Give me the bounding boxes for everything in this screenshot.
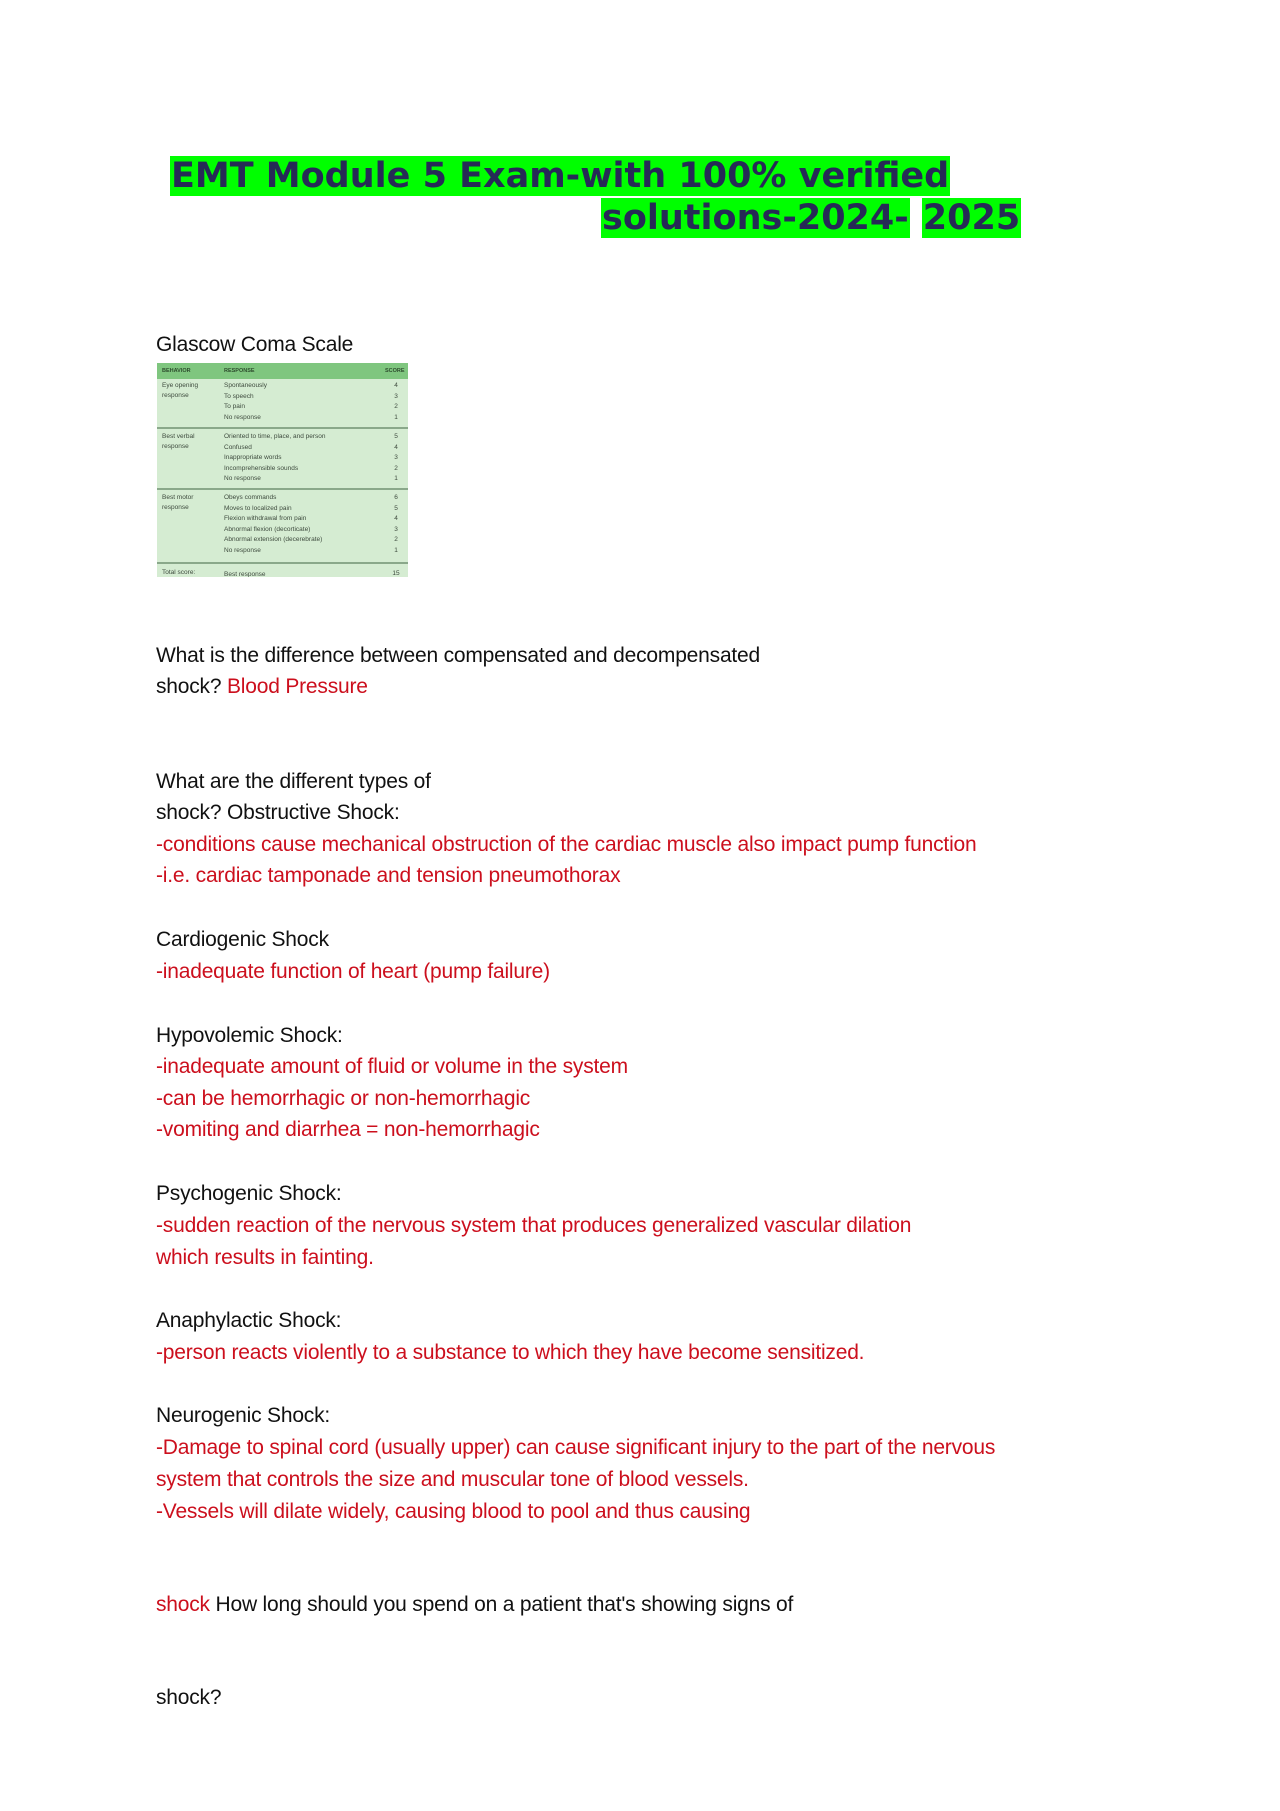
gcs-score: 1 xyxy=(394,413,398,421)
cardiogenic-heading: Cardiogenic Shock xyxy=(156,928,329,951)
neurogenic-answer-line: -Vessels will dilate widely, causing blood to pool and thus causing xyxy=(156,1500,751,1523)
gcs-total-label: Total score: xyxy=(162,569,196,576)
gcs-response: Moves to localized pain xyxy=(224,504,292,512)
gcs-score: 1 xyxy=(394,547,398,554)
glasgow-coma-scale-table-image xyxy=(157,363,408,577)
anaphylactic-heading: Anaphylactic Shock: xyxy=(156,1309,342,1332)
gcs-response: No response xyxy=(224,413,261,421)
psychogenic-answer-line: which results in fainting. xyxy=(156,1246,374,1269)
question-shock-difference-line-2 xyxy=(156,674,368,700)
psychogenic-answer-line: -sudden reaction of the nervous system that produces generalized vascular dilation xyxy=(156,1214,912,1237)
answer-text: Blood Pressure xyxy=(226,675,368,698)
gcs-response: To pain xyxy=(224,403,245,411)
gcs-behavior: Best motor response xyxy=(162,494,194,511)
cardiogenic-answer-line: -inadequate function of heart (pump failure) xyxy=(156,960,550,983)
gcs-header-row xyxy=(157,363,408,379)
question-shock-types-line-2: shock? Obstructive Shock: xyxy=(156,801,400,824)
hypovolemic-heading: Hypovolemic Shock: xyxy=(156,1024,343,1047)
gcs-score: 3 xyxy=(394,525,398,533)
gcs-score: 2 xyxy=(394,403,398,411)
title-highlight: solutions-2024- xyxy=(602,198,909,238)
gcs-response: Obeys commands xyxy=(224,494,277,501)
gcs-response: Confused xyxy=(224,443,252,451)
neurogenic-answer-tail: shock xyxy=(156,1593,210,1616)
gcs-behavior: Eye opening response xyxy=(162,382,199,399)
gcs-total-response: Best response xyxy=(224,571,266,577)
question-shock-types-line-1: What are the different types of xyxy=(156,770,431,793)
gcs-behavior: Best verbal response xyxy=(162,433,195,450)
psychogenic-heading: Psychogenic Shock: xyxy=(156,1182,342,1205)
gcs-response: To speech xyxy=(224,392,254,400)
gcs-header-response: RESPONSE xyxy=(224,368,255,374)
question-time-on-scene-line-1 xyxy=(156,1592,793,1618)
document-title-line-2 xyxy=(601,197,1021,239)
gcs-response: Abnormal extension (decerebrate) xyxy=(224,536,323,544)
title-highlight: 2025 xyxy=(922,198,1021,238)
neurogenic-heading: Neurogenic Shock: xyxy=(156,1404,331,1427)
gcs-score: 4 xyxy=(394,382,398,389)
question-text: How long should you spend on a patient that's showing signs of xyxy=(215,1593,794,1616)
gcs-response: Spontaneously xyxy=(224,382,268,389)
neurogenic-answer-line: -Damage to spinal cord (usually upper) can cause significant injury to the part of the nervous xyxy=(156,1436,996,1459)
anaphylactic-answer-line: -person reacts violently to a substance to which they have become sensitized. xyxy=(156,1341,865,1364)
gcs-response: Incomprehensible sounds xyxy=(224,464,299,472)
gcs-score: 6 xyxy=(394,494,398,501)
neurogenic-answer-line: system that controls the size and muscular tone of blood vessels. xyxy=(156,1468,749,1491)
gcs-score: 2 xyxy=(394,464,398,472)
gcs-score: 5 xyxy=(394,504,398,512)
gcs-score: 2 xyxy=(394,536,398,544)
gcs-response: Flexion withdrawal from pain xyxy=(224,515,307,523)
gcs-score: 1 xyxy=(394,475,398,483)
gcs-response: No response xyxy=(224,547,261,554)
gcs-response: Abnormal flexion (decorticate) xyxy=(224,525,311,533)
question-time-on-scene-line-2: shock? xyxy=(156,1686,222,1709)
gcs-divider xyxy=(157,427,408,429)
hypovolemic-answer-line: -inadequate amount of fluid or volume in the system xyxy=(156,1055,628,1078)
gcs-response: Inappropriate words xyxy=(224,454,282,462)
gcs-header-behavior: BEHAVIOR xyxy=(162,368,191,374)
gcs-header-score: SCORE xyxy=(385,368,405,374)
hypovolemic-answer-line: -vomiting and diarrhea = non-hemorrhagic xyxy=(156,1118,540,1141)
question-text: shock? xyxy=(156,675,222,698)
gcs-score: 4 xyxy=(394,443,398,451)
question-shock-difference-line-1: What is the difference between compensated and decompensated xyxy=(156,644,761,667)
hypovolemic-answer-line: -can be hemorrhagic or non-hemorrhagic xyxy=(156,1087,531,1110)
gcs-response: No response xyxy=(224,475,261,483)
document-title-line-1 xyxy=(170,155,950,197)
gcs-response: Oriented to time, place, and person xyxy=(224,433,326,440)
gcs-score: 4 xyxy=(394,515,398,523)
gcs-score: 5 xyxy=(394,433,398,440)
gcs-caption: Glascow Coma Scale xyxy=(156,333,354,356)
gcs-divider xyxy=(157,562,408,564)
obstructive-answer-line: -i.e. cardiac tamponade and tension pneumothorax xyxy=(156,864,621,887)
gcs-divider xyxy=(157,488,408,490)
gcs-score: 3 xyxy=(394,454,398,462)
gcs-total-score: 15 xyxy=(392,570,400,577)
title-highlight: EMT Module 5 Exam-with 100% verified xyxy=(171,156,950,196)
gcs-score: 3 xyxy=(394,392,398,400)
obstructive-answer-line: -conditions cause mechanical obstruction of the cardiac muscle also impact pump function xyxy=(156,833,977,856)
